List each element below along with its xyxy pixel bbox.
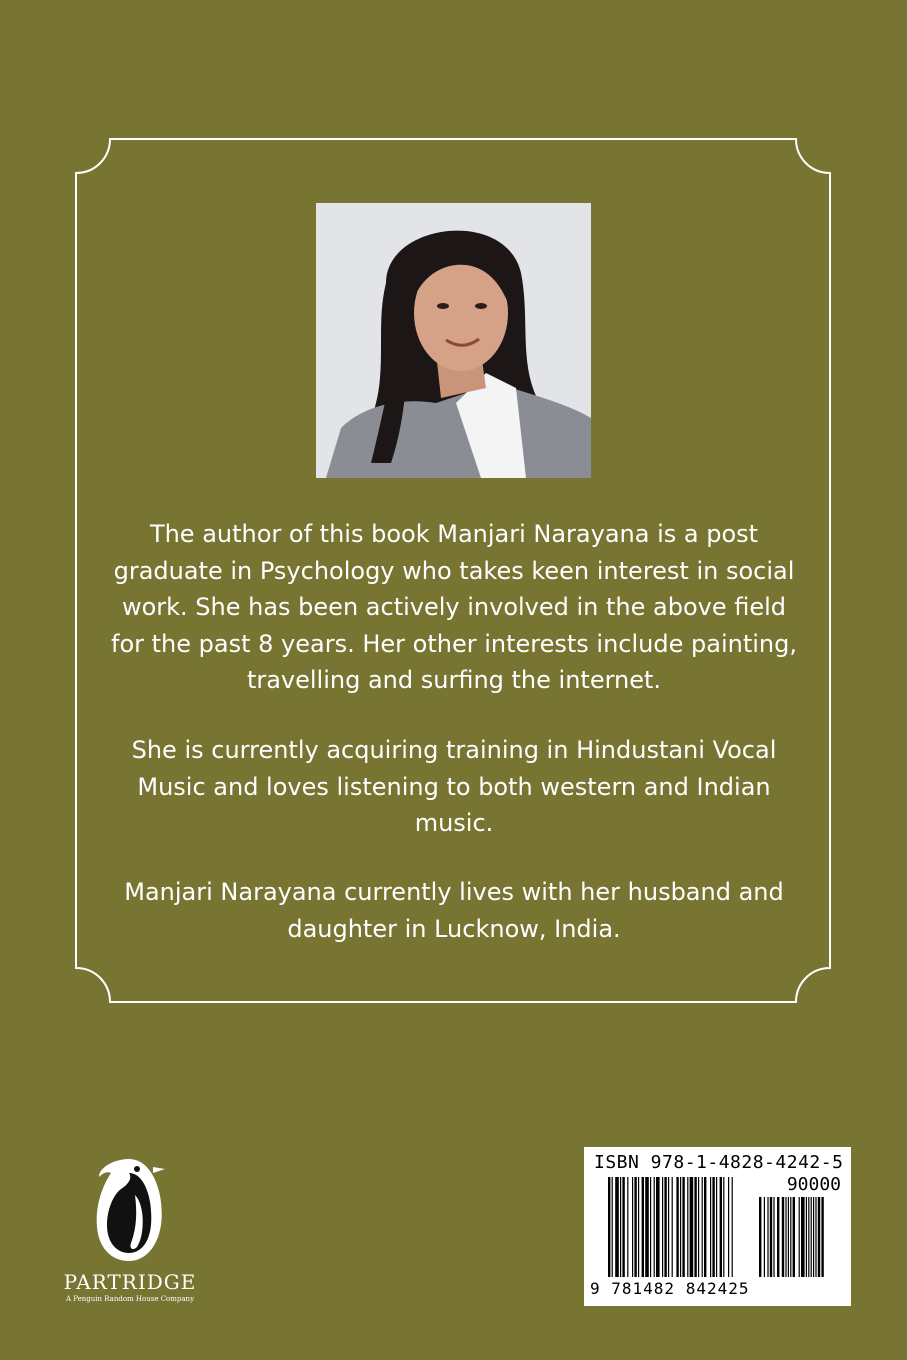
barcode-bar [622, 1177, 624, 1277]
barcode-bar [664, 1177, 666, 1277]
barcode-bar [672, 1177, 673, 1277]
barcode-digits: 9 781482 842425 [590, 1279, 750, 1298]
barcode-bar [680, 1177, 681, 1277]
barcode-addon-bar [788, 1197, 789, 1277]
barcode-bar [656, 1177, 660, 1277]
barcode-bar [676, 1177, 678, 1277]
barcode-addon-bar [821, 1197, 823, 1277]
barcode-bar [702, 1177, 703, 1277]
barcode-bar [662, 1177, 663, 1277]
bio-paragraph-2: She is currently acquiring training in Hindustani Vocal Music and loves listening to both western and Indian music. [131, 736, 777, 837]
barcode-bar [723, 1177, 724, 1277]
penguin-logo-icon [93, 1155, 165, 1265]
author-photo [316, 203, 591, 478]
barcode-addon-bar [764, 1197, 765, 1277]
publisher-name: PARTRIDGE [63, 1270, 197, 1294]
barcode-bar [608, 1177, 610, 1277]
barcode-addon-bar [799, 1197, 800, 1277]
barcode-bar [620, 1177, 621, 1277]
barcode-addon-bar [767, 1197, 768, 1277]
barcode-addon-bar [790, 1197, 791, 1277]
barcode-bar [668, 1177, 669, 1277]
bio-paragraph-3: Manjari Narayana currently lives with her husband and daughter in Lucknow, India. [124, 878, 784, 943]
barcode-addon-bar [773, 1197, 774, 1277]
barcode-bar [704, 1177, 706, 1277]
barcode-bar [642, 1177, 644, 1277]
barcode-addon-bar [815, 1197, 816, 1277]
barcode-bar [632, 1177, 633, 1277]
barcode-bar [712, 1177, 714, 1277]
barcode-bar [627, 1177, 628, 1277]
isbn-number: ISBN 978-1-4828-4242-5 [594, 1152, 844, 1173]
author-portrait-icon [316, 203, 591, 478]
barcode-addon-bar [806, 1197, 807, 1277]
barcode-bar [732, 1177, 733, 1277]
barcode-addon-bar [811, 1197, 812, 1277]
barcode-bar [638, 1177, 639, 1277]
publisher-logo [50, 1155, 210, 1305]
barcode-bar [654, 1177, 655, 1277]
barcode-bar [645, 1177, 649, 1277]
barcode-bar [615, 1177, 619, 1277]
barcode-bar [690, 1177, 694, 1277]
barcode-bar [728, 1177, 729, 1277]
barcode-bar [698, 1177, 699, 1277]
barcode-bar [716, 1177, 717, 1277]
barcode-addon-bar [777, 1197, 779, 1277]
barcode-bar [682, 1177, 684, 1277]
barcode-bar [720, 1177, 722, 1277]
barcode-bar [634, 1177, 636, 1277]
barcode-bar [612, 1177, 613, 1277]
barcode-bar [650, 1177, 651, 1277]
price-code: 90000 [786, 1174, 841, 1195]
barcode-bar [694, 1177, 696, 1277]
barcode-addon-bar [785, 1197, 786, 1277]
barcode-addon-bar [782, 1197, 784, 1277]
barcode-bar [687, 1177, 688, 1277]
publisher-tagline: A Penguin Random House Company [65, 1295, 195, 1303]
barcode-addon-bar [770, 1197, 772, 1277]
barcode-bar [710, 1177, 711, 1277]
barcode-addon-bar [813, 1197, 814, 1277]
barcode-addon-bar [808, 1197, 809, 1277]
barcode-addon-bar [759, 1197, 761, 1277]
isbn-barcode [584, 1147, 851, 1306]
barcode-addon-bar [793, 1197, 795, 1277]
bio-paragraph-1: The author of this book Manjari Narayana is a post graduate in Psychology who takes keen interest in social work. She has been actively involved in the above field for the past 8 years. Her other interests include painting, travelling and surfing the internet. [111, 520, 797, 694]
barcode-addon-bar [818, 1197, 820, 1277]
barcode-addon-bar [801, 1197, 805, 1277]
